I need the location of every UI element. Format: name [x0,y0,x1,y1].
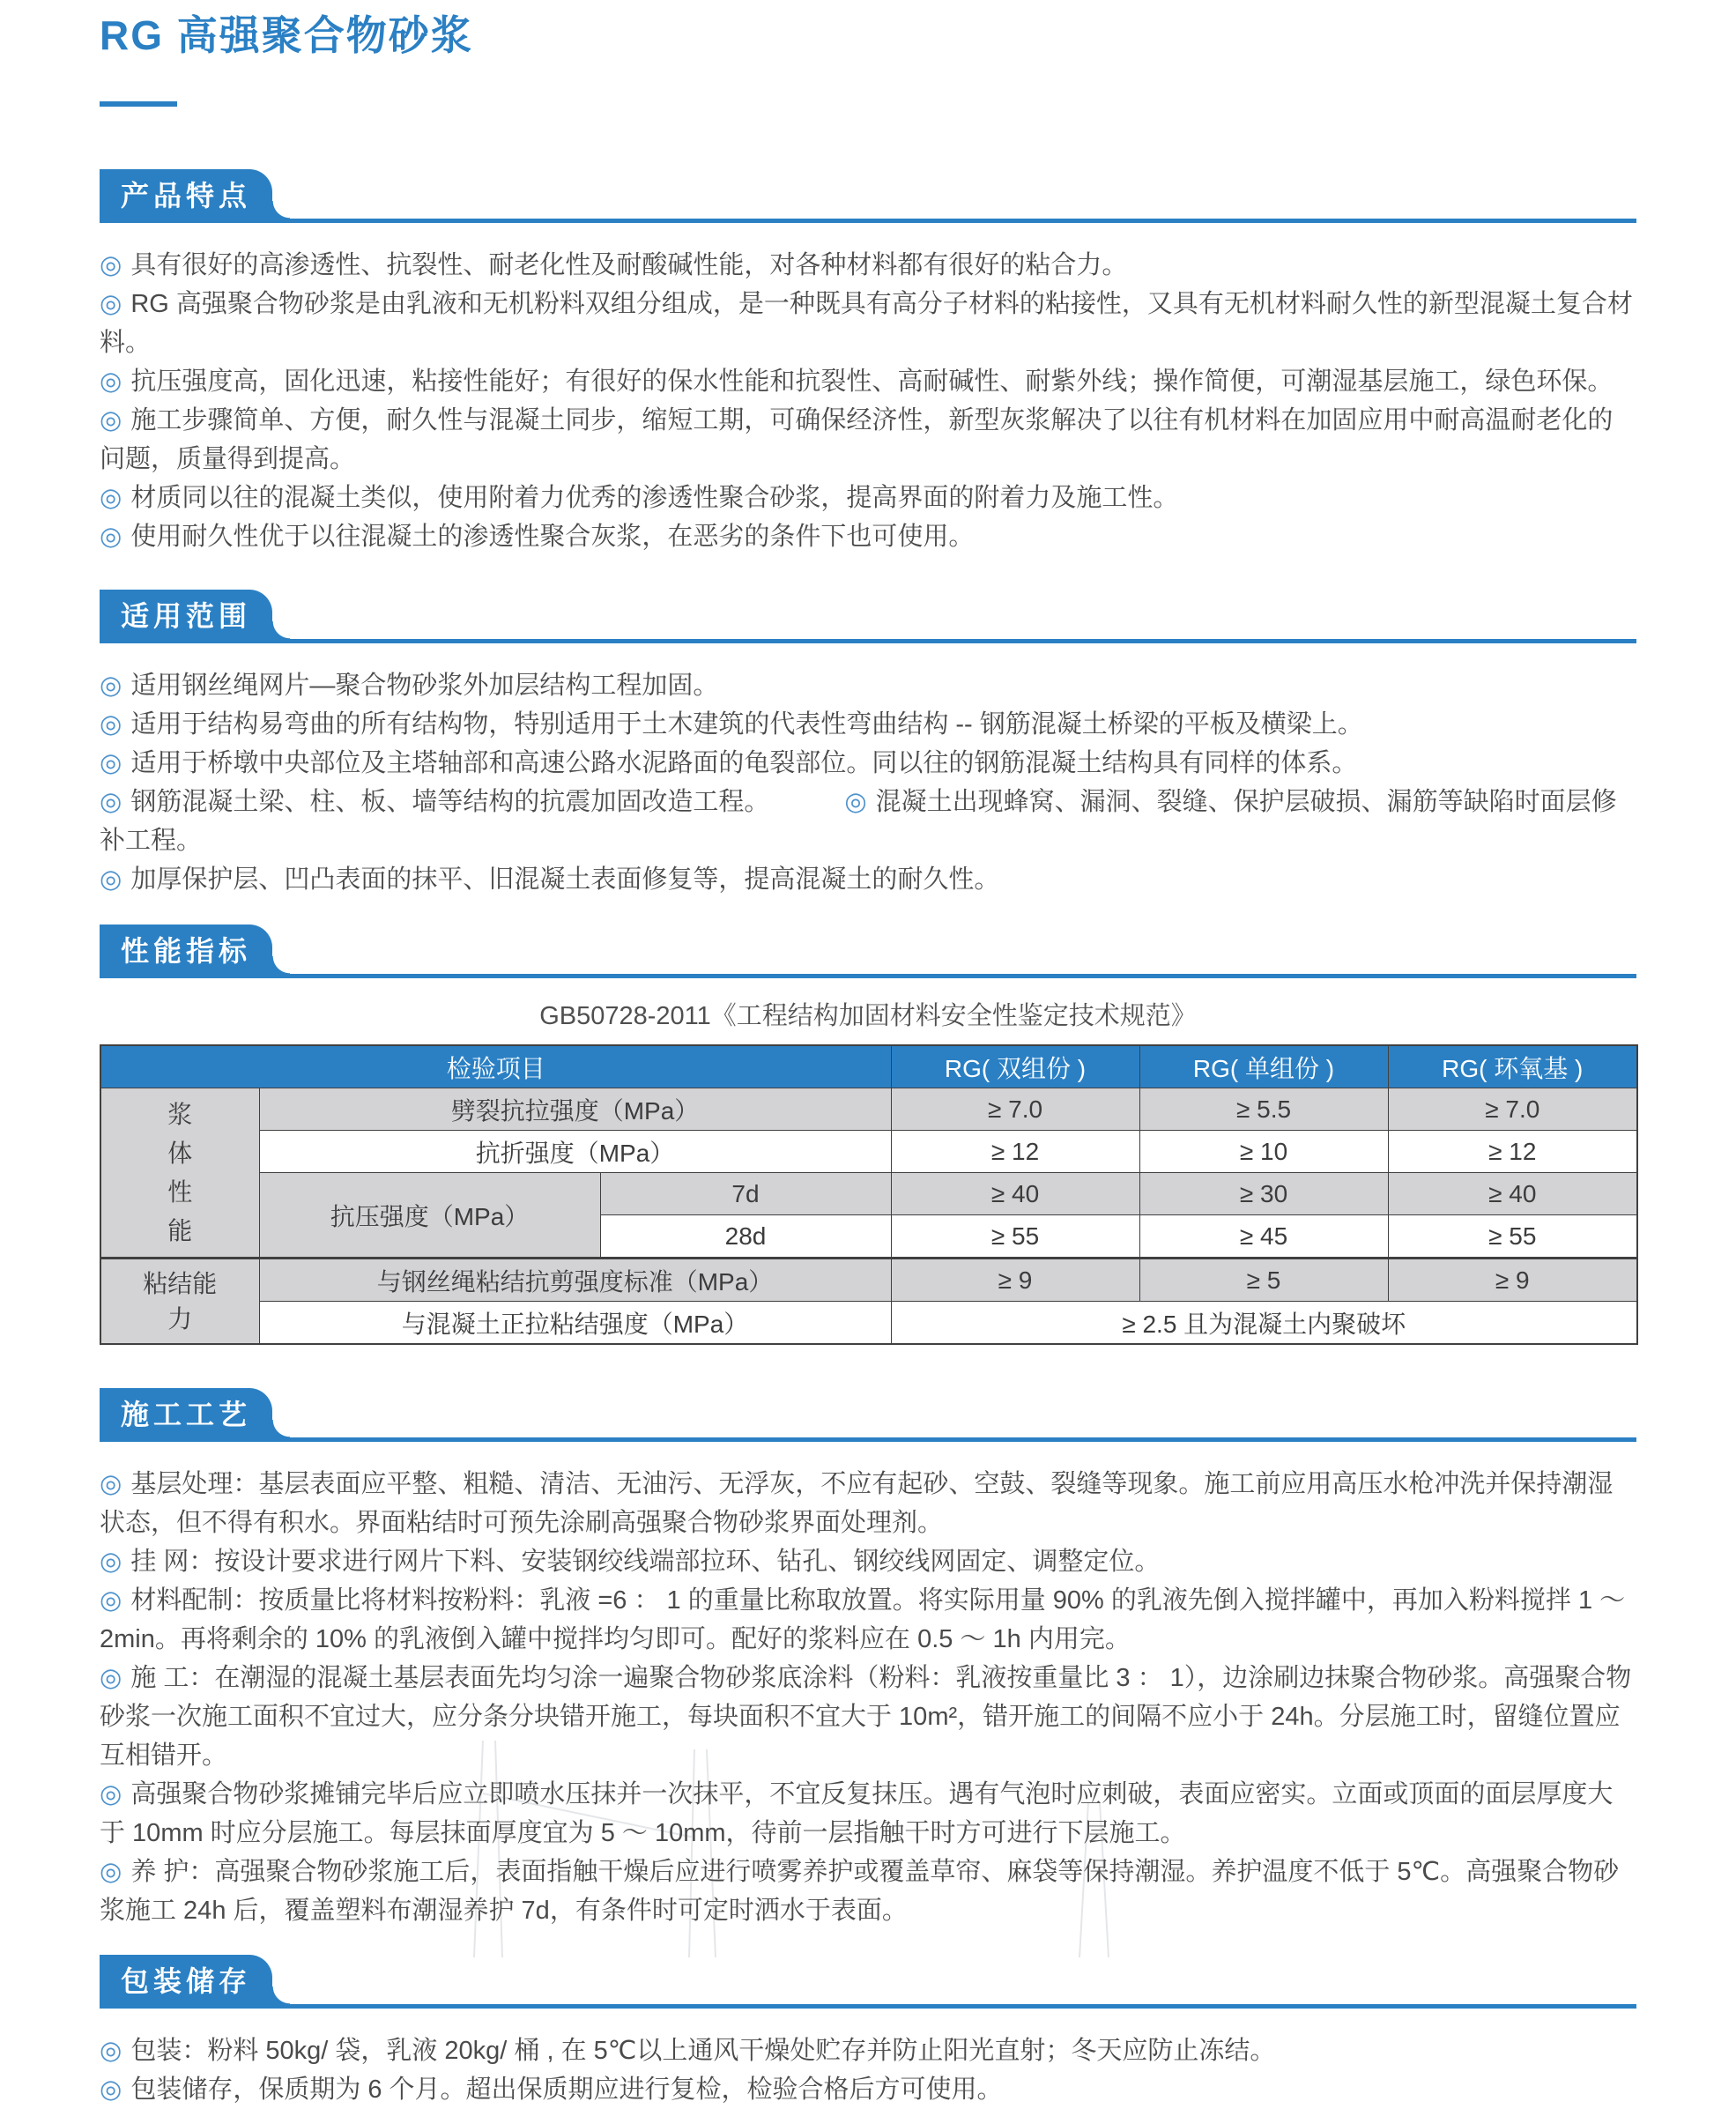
row-group-label [100,1259,259,1345]
test-item-cell: 与混凝土正拉粘结强度（MPa） [259,1302,891,1345]
row-group-label-text: 浆体性能 [167,1100,193,1244]
table-cell-value: ≥ 12 [891,1131,1139,1173]
table-row [100,1302,1637,1345]
list-item [100,666,1636,705]
section-badge-process [100,1388,272,1437]
list-item [100,1581,1636,1659]
section-rule [100,974,1636,978]
row-group-label [100,1088,259,1259]
performance-table [100,1044,1638,1345]
list-item-text: 包装：粉料 50kg/ 袋，乳液 20kg/ 桶 , 在 5℃以上通风干燥处贮存并防止阳光直射；冬天应防止冻结。 [130,2037,1276,2065]
bullet-icon: ◎ [100,865,122,894]
table-cell-value: ≥ 7.0 [1388,1088,1637,1131]
process-list [100,1465,1636,1930]
features-list [100,246,1636,556]
table-row [100,1088,1637,1131]
list-item [100,1542,1636,1581]
table-cell-value: ≥ 5 [1139,1259,1388,1302]
table-header-row [100,1045,1637,1088]
section-title: 产品特点 [120,180,251,212]
standard-note: GB50728-2011《工程结构加固材料安全性鉴定技术规范》 [539,1002,1197,1030]
section-title: 适用范围 [120,600,251,632]
test-item-cell: 抗折强度（MPa） [259,1131,891,1173]
section-rule [100,219,1636,223]
list-item-text: 混凝土出现蜂窝、漏洞、裂缝、保护层破损、漏筋等缺陷时面层修补工程。 [100,788,1617,855]
bullet-icon: ◎ [100,290,122,318]
table-row [100,1259,1637,1302]
section-header-performance [100,925,1636,978]
bullet-icon: ◎ [100,710,122,739]
list-item-text: 高强聚合物砂浆摊铺完毕后应立即喷水压抹并一次抹平，不宜反复抹压。遇有气泡时应刺破，表面应密实。立面或顶面的面层厚度大于 10mm 时应分层施工。每层抹面厚度宜为 5 ～ 10mm，待前一层指触干时方可进行下层施工。 [100,1780,1614,1847]
table-cell-value: ≥ 9 [891,1259,1139,1302]
list-item [100,401,1636,479]
bullet-icon: ◎ [100,251,122,279]
list-item [100,285,1636,362]
list-item-text: 抗压强度高，固化迅速，粘接性能好；有很好的保水性能和抗裂性、高耐碱性、耐紫外线；操作简便，可潮湿基层施工，绿色环保。 [130,368,1614,396]
list-item-text: 基层处理：基层表面应平整、粗糙、清洁、无油污、无浮灰，不应有起砂、空鼓、裂缝等现象。施工前应用高压水枪冲洗并保持潮湿状态，但不得有积水。界面粘结时可预先涂刷高强聚合物砂浆界面处理剂。 [100,1470,1614,1537]
bullet-icon: ◎ [844,788,867,816]
list-item-text: RG 高强聚合物砂浆是由乳液和无机粉料双组分组成，是一种既具有高分子材料的粘接性，又具有无机材料耐久性的新型混凝土复合材料。 [100,290,1633,357]
bullet-icon: ◎ [100,523,122,551]
table-cell-value: ≥ 45 [1139,1215,1388,1259]
section-rule [100,2004,1636,2009]
section-header-packaging [100,1955,1636,2009]
bullet-icon: ◎ [100,2076,122,2104]
table-cell-value-merged: ≥ 2.5 且为混凝土内聚破坏 [891,1302,1637,1345]
section-header-scope [100,590,1636,643]
table-cell-value: ≥ 10 [1139,1131,1388,1173]
list-item [100,246,1636,285]
table-cell-value: ≥ 12 [1388,1131,1637,1173]
column-header: RG( 单组份 ) [1139,1045,1388,1088]
test-item-cell: 劈裂抗拉强度（MPa） [259,1088,891,1131]
bullet-icon: ◎ [100,406,122,434]
list-item [100,705,1636,744]
table-cell-value: ≥ 55 [1388,1215,1637,1259]
list-item-text: 钢筋混凝土梁、柱、板、墙等结构的抗震加固改造工程。 [130,788,770,816]
packaging-list [100,2031,1636,2109]
list-item-text: 具有很好的高渗透性、抗裂性、耐老化性及耐酸碱性能，对各种材料都有很好的粘合力。 [130,251,1128,279]
list-item-text: 材料配制：按质量比将材料按粉料：乳液 =6 ： 1 的重量比称取放置。将实际用量 90% 的乳液先倒入搅拌罐中，再加入粉料搅拌 1 ～ 2min。再将剩余的 10% 的乳液倒入罐中搅拌均匀即可。配好的浆料应在 0.5 ～ 1h 内用完。 [100,1586,1626,1653]
list-item [100,744,1636,783]
table-cell-value: ≥ 9 [1388,1259,1637,1302]
column-header: RG( 双组份 ) [891,1045,1139,1088]
page-title: RG 高强聚合物砂浆 [100,12,473,58]
list-item [100,2070,1636,2109]
table-cell-value: ≥ 40 [1388,1173,1637,1215]
section-title: 包装储存 [120,1965,251,1997]
section-title: 施工工艺 [120,1399,251,1430]
test-item-cell: 抗压强度（MPa） [259,1173,600,1259]
table-cell-value: ≥ 55 [891,1215,1139,1259]
table-cell-value: ≥ 5.5 [1139,1088,1388,1131]
test-age-cell: 28d [600,1215,891,1259]
list-item [100,517,1636,556]
bullet-icon: ◎ [100,2037,122,2065]
list-item-text: 适用钢丝绳网片—聚合物砂浆外加层结构工程加固。 [130,672,719,700]
section-header-features [100,169,1636,223]
bullet-icon: ◎ [100,484,122,512]
scope-list [100,666,1636,899]
row-group-label-text: 粘结能力 [143,1269,218,1333]
list-item-text: 适用于桥墩中央部位及主塔轴部和高速公路水泥路面的龟裂部位。同以往的钢筋混凝土结构具有同样的体系。 [130,749,1358,777]
list-item [100,1465,1636,1542]
list-item [100,1853,1636,1930]
column-header: RG( 环氧基 ) [1388,1045,1637,1088]
list-item-text: 包装储存，保质期为 6 个月。超出保质期应进行复检，检验合格后方可使用。 [130,2076,1003,2104]
test-age-cell: 7d [600,1173,891,1215]
bullet-icon: ◎ [100,672,122,700]
bullet-icon: ◎ [100,1548,122,1576]
bullet-icon: ◎ [100,788,122,816]
table-cell-value: ≥ 7.0 [891,1088,1139,1131]
section-header-process [100,1388,1636,1442]
list-item [100,2031,1636,2070]
bullet-icon: ◎ [100,368,122,396]
bullet-icon: ◎ [100,1586,122,1615]
bullet-icon: ◎ [100,1858,122,1886]
section-rule [100,639,1636,643]
list-item-text: 加厚保护层、凹凸表面的抹平、旧混凝土表面修复等，提高混凝土的耐久性。 [130,865,1000,894]
table-row [100,1131,1637,1173]
list-item-text: 材质同以往的混凝土类似，使用附着力优秀的渗透性聚合砂浆，提高界面的附着力及施工性。 [130,484,1179,512]
list-item-text: 施工步骤简单、方便，耐久性与混凝土同步，缩短工期，可确保经济性，新型灰浆解决了以往有机材料在加固应用中耐高温耐老化的问题，质量得到提高。 [100,406,1614,473]
list-item-text: 施 工：在潮湿的混凝土基层表面先均匀涂一遍聚合物砂浆底涂料（粉料：乳液按重量比 3 ： 1），边涂刷边抹聚合物砂浆。高强聚合物砂浆一次施工面积不宜过大，应分条分块错开施工，每块面积不宜大于 10m²，错开施工的间隔不应小于 24h。分层施工时，留缝位置应互相错开。 [100,1664,1632,1770]
table-cell-value: ≥ 40 [891,1173,1139,1215]
table-row [100,1173,1637,1215]
bullet-icon: ◎ [100,1470,122,1498]
table-cell-value: ≥ 30 [1139,1173,1388,1215]
list-item-text: 挂 网：按设计要求进行网片下料、安装钢绞线端部拉环、钻孔、钢绞线网固定、调整定位。 [130,1548,1161,1576]
bullet-icon: ◎ [100,1664,122,1692]
test-item-cell: 与钢丝绳粘结抗剪强度标准（MPa） [259,1259,891,1302]
list-item [100,860,1636,899]
bullet-icon: ◎ [100,1780,122,1808]
section-badge-performance [100,925,272,974]
section-badge-features [100,169,272,219]
list-item-text: 使用耐久性优于以往混凝土的渗透性聚合灰浆，在恶劣的条件下也可使用。 [130,523,975,551]
list-item-dual [100,783,1636,860]
section-title: 性能指标 [120,935,251,967]
list-item [100,362,1636,401]
list-item [100,479,1636,517]
list-item-text: 养 护：高强聚合物砂浆施工后，表面指触干燥后应进行喷雾养护或覆盖草帘、麻袋等保持潮湿。养护温度不低于 5℃。高强聚合物砂浆施工 24h 后，覆盖塑料布潮湿养护 7d，有条件时可定时洒水于表面。 [100,1858,1620,1925]
section-badge-packaging [100,1955,272,2004]
section-badge-scope [100,590,272,639]
section-rule [100,1437,1636,1442]
bullet-icon: ◎ [100,749,122,777]
list-item [100,1775,1636,1853]
title-underline [100,101,177,107]
list-item-text: 适用于结构易弯曲的所有结构物，特别适用于土木建筑的代表性弯曲结构 -- 钢筋混凝土桥梁的平板及横梁上。 [130,710,1363,739]
list-item [100,1659,1636,1775]
column-header: 检验项目 [100,1045,891,1088]
